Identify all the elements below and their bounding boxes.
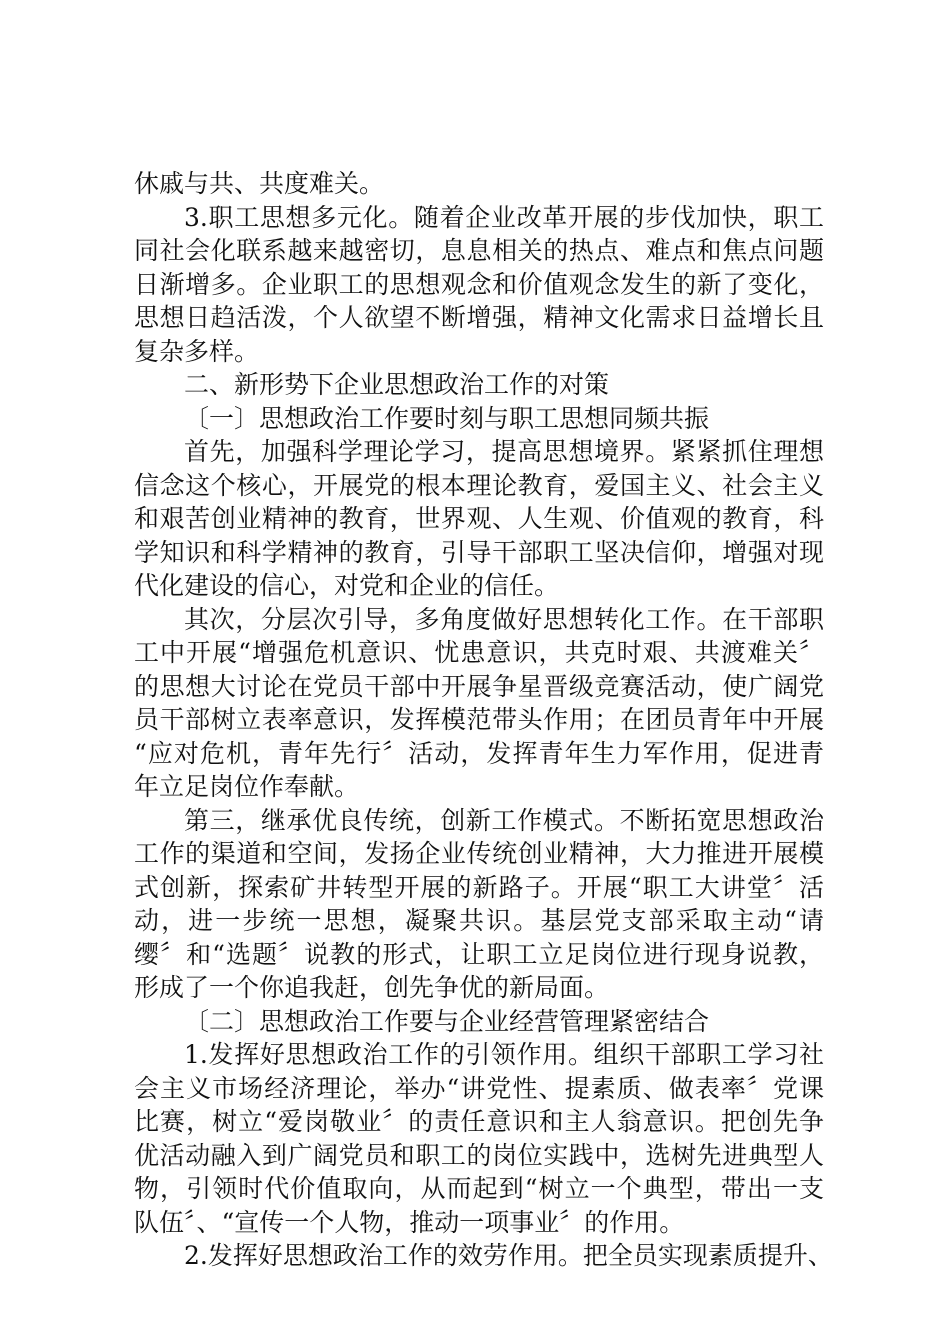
text-line: 2.发挥好思想政治工作的效劳作用。把全员实现素质提升、 xyxy=(184,1241,833,1270)
text-line: 缨〞和“选题〞说教的形式，让职工立足岗位进行现身说教， xyxy=(134,939,824,969)
text-line: 队伍〞、“宣传一个人物，推动一项事业〞的作用。 xyxy=(134,1207,685,1237)
text-line: 和艰苦创业精神的教育，世界观、人生观、价值观的教育，科 xyxy=(134,504,824,533)
text-line: 年立足岗位作奉献。 xyxy=(134,772,360,801)
text-line: 〔二〕思想政治工作要与企业经营管理紧密结合 xyxy=(184,1006,710,1036)
text-line: 1.发挥好思想政治工作的引领作用。组织干部职工学习社 xyxy=(184,1040,824,1069)
text-line: 形成了一个你追我赶，创先争优的新局面。 xyxy=(134,973,610,1002)
text-line: 同社会化联系越来越密切，息息相关的热点、难点和焦点问题 xyxy=(134,236,824,265)
text-line: 式创新，探索矿井转型开展的新路子。开展“职工大讲堂〞活 xyxy=(134,872,824,902)
text-line: 代化建设的信心，对党和企业的信任。 xyxy=(134,571,560,600)
text-line: 员干部树立表率意识，发挥模范带头作用；在团员青年中开展 xyxy=(134,705,824,734)
text-line: 休戚与共、共度难关。 xyxy=(134,169,385,198)
text-line: 首先，加强科学理论学习，提高思想境界。紧紧抓住理想 xyxy=(184,437,824,466)
text-line: 工中开展“增强危机意识、忧患意识，共克时艰、共渡难关〞 xyxy=(134,638,824,667)
text-line: 动，进一步统一思想，凝聚共识。基层党支部采取主动“请 xyxy=(134,906,824,935)
text-line: 二、新形势下企业思想政治工作的对策 xyxy=(184,370,610,399)
text-line: 物，引领时代价值取向，从而起到“树立一个典型，带出一支 xyxy=(134,1174,824,1203)
text-line: “应对危机，青年先行〞活动，发挥青年生力军作用，促进青 xyxy=(134,738,824,768)
text-line: 〔一〕思想政治工作要时刻与职工思想同频共振 xyxy=(184,403,710,433)
text-line: 工作的渠道和空间，发扬企业传统创业精神，大力推进开展模 xyxy=(134,839,824,868)
text-line: 日渐增多。企业职工的思想观念和价值观念发生的新了变化， xyxy=(134,269,824,299)
text-line: 学知识和科学精神的教育，引导干部职工坚决信仰，增强对现 xyxy=(134,537,824,567)
text-line: 信念这个核心，开展党的根本理论教育，爱国主义、社会主义 xyxy=(134,470,824,500)
text-line: 思想日趋活泼，个人欲望不断增强，精神文化需求日益增长且 xyxy=(134,303,824,332)
text-line: 优活动融入到广阔党员和职工的岗位实践中，选树先进典型人 xyxy=(134,1140,824,1170)
text-line: 3.职工思想多元化。随着企业改革开展的步伐加快，职工 xyxy=(184,202,824,232)
document-body xyxy=(134,167,833,1273)
text-line: 第三，继承优良传统，创新工作模式。不断拓宽思想政治 xyxy=(184,805,824,835)
text-line: 的思想大讨论在党员干部中开展争星晋级竞赛活动，使广阔党 xyxy=(134,671,824,701)
text-line: 比赛，树立“爱岗敬业〞的责任意识和主人翁意识。把创先争 xyxy=(134,1107,824,1136)
text-line: 复杂多样。 xyxy=(134,336,260,366)
text-line: 其次，分层次引导，多角度做好思想转化工作。在干部职 xyxy=(184,604,824,634)
text-line: 会主义市场经济理论，举办“讲党性、提素质、做表率〞党课 xyxy=(134,1073,824,1103)
